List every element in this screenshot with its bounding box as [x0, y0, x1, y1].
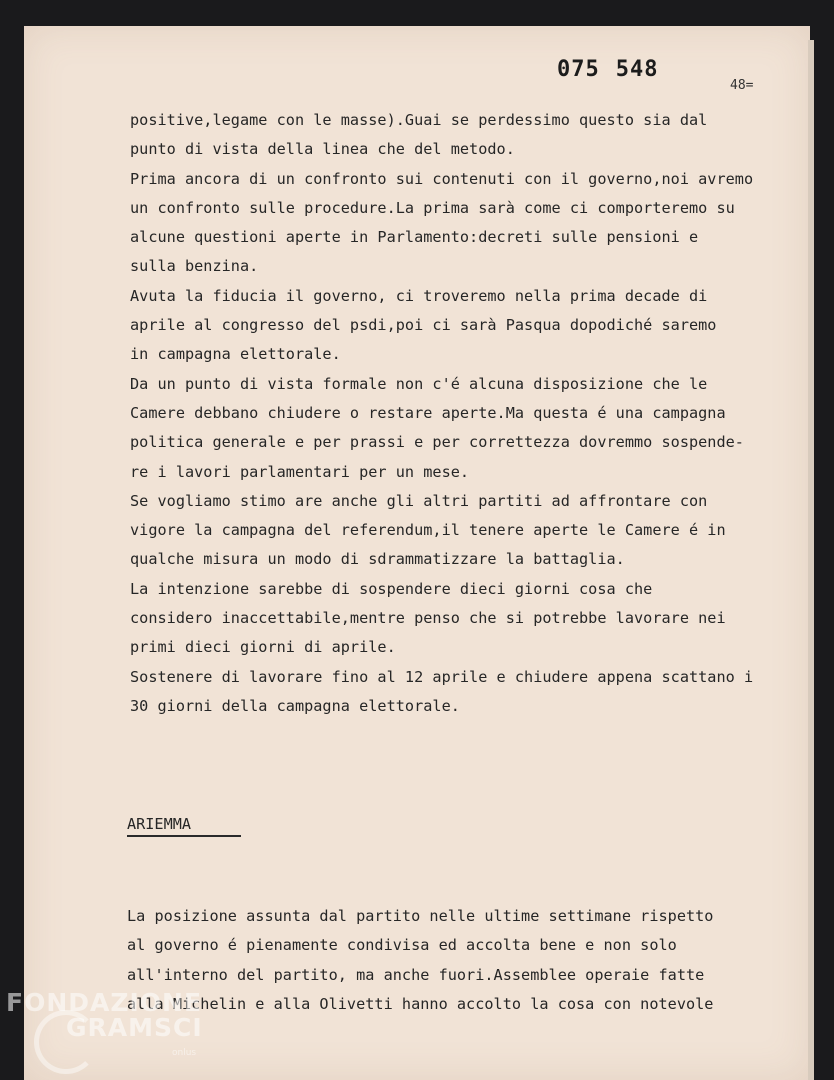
body-text: [130, 106, 790, 721]
text-line: alla Michelin e alla Olivetti hanno accolto la cosa con notevole: [127, 994, 714, 1013]
text-line: politica generale e per prassi e per correttezza dovremmo sospende-: [130, 433, 744, 452]
stamp-left: 075: [557, 57, 600, 82]
text-line: Prima ancora di un confronto sui contenuti con il governo,noi avremo: [130, 169, 754, 188]
text-line: al governo é pienamente condivisa ed accolta bene e non solo: [127, 936, 677, 955]
text-line: Se vogliamo stimo are anche gli altri partiti ad affrontare con: [130, 491, 708, 510]
watermark-line-1: FONDAZIONE: [6, 988, 203, 1017]
page-number: 48=: [730, 78, 754, 93]
text-line: all'interno del partito, ma anche fuori.Assemblee operaie fatte: [127, 965, 705, 984]
text-line: considero inaccettabile,mentre penso che si potrebbe lavorare nei: [130, 609, 726, 628]
text-line: qualche misura un modo di sdrammatizzare la battaglia.: [130, 550, 625, 569]
text-line: Sostenere di lavorare fino al 12 aprile e chiudere appena scattano i: [130, 667, 754, 686]
text-line: alcune questioni aperte in Parlamento:decreti sulle pensioni e: [130, 228, 699, 247]
stamp-right: 548: [615, 57, 659, 82]
text-line: re i lavori parlamentari per un mese.: [130, 462, 470, 481]
text-line: aprile al congresso del psdi,poi ci sarà Pasqua dopodiché saremo: [130, 316, 717, 335]
watermark-line-3: onlus: [172, 1048, 197, 1058]
text-line: vigore la campagna del referendum,il tenere aperte le Camere é in: [130, 521, 726, 540]
text-line: Camere debbano chiudere o restare aperte.Ma questa é una campagna: [130, 403, 726, 422]
watermark-line-2: GRAMSCI: [66, 1013, 203, 1042]
text-line: La posizione assunta dal partito nelle ultime settimane rispetto: [127, 907, 714, 925]
text-line: in campagna elettorale.: [130, 345, 341, 364]
text-line: Avuta la fiducia il governo, ci troveremo nella prima decade di: [130, 286, 708, 305]
text-line: sulla benzina.: [130, 257, 259, 276]
page-edge: [808, 40, 814, 1080]
watermark-logo: [6, 988, 203, 1042]
text-line: La intenzione sarebbe di sospendere dieci giorni cosa che: [130, 579, 653, 598]
text-line: Da un punto di vista formale non c'é alcuna disposizione che le: [130, 374, 708, 393]
archive-stamp: [557, 57, 675, 82]
text-line: punto di vista della linea che del metodo.: [130, 140, 515, 159]
text-line: un confronto sulle procedure.La prima sarà come ci comporteremo su: [130, 198, 735, 217]
section-heading: ARIEMMA: [127, 815, 241, 837]
text-line: primi dieci giorni di aprile.: [130, 638, 396, 657]
text-line: 30 giorni della campagna elettorale.: [130, 696, 460, 715]
section-text: [127, 902, 807, 1019]
text-line: positive,legame con le masse).Guai se perdessimo questo sia dal: [130, 111, 708, 129]
